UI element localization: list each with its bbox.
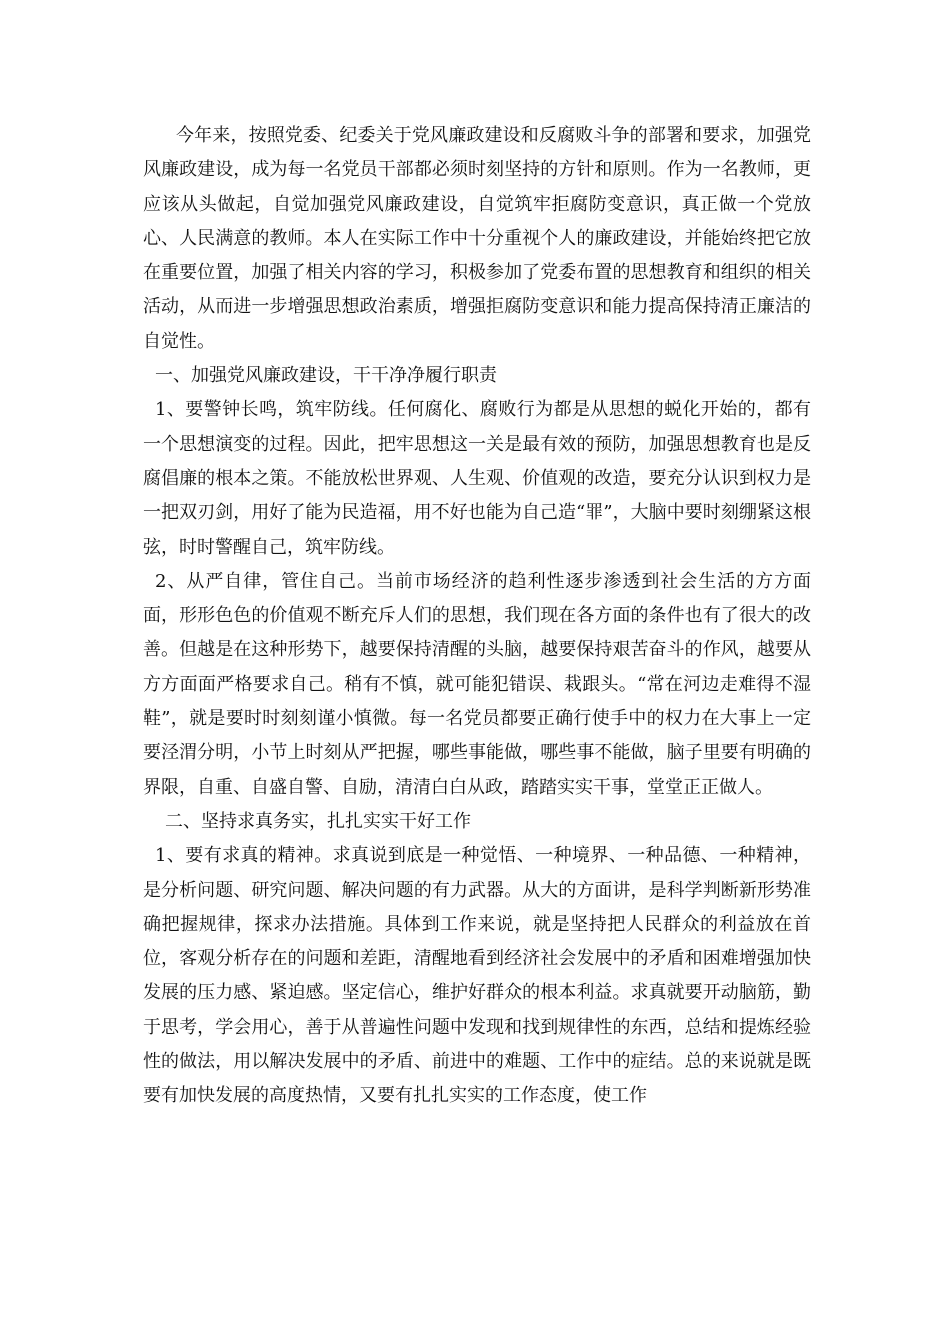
document-body [143,119,811,1114]
intro-paragraph: 今年来，按照党委、纪委关于党风廉政建设和反腐败斗争的部署和要求，加强党风廉政建设，成为每一名党员干部都必须时刻坚持的方针和原则。作为一名教师，更应该从头做起，自觉加强党风廉政建设，自觉筑牢拒腐防变意识，真正做一个党放心、人民满意的教师。本人在实际工作中十分重视个人的廉政建设，并能始终把它放在重要位置，加强了相关内容的学习，积极参加了党委布置的思想教育和组织的相关活动，从而进一步增强思想政治素质，增强拒腐防变意识和能力提高保持清正廉洁的自觉性。 [143,125,811,352]
section-1-item-2: 2、从严自律，管住自己。当前市场经济的趋利性逐步渗透到社会生活的方方面面，形形色色的价值观不断充斥人们的思想，我们现在各方面的条件也有了很大的改善。但越是在这种形势下，越要保持清醒的头脑，越要保持艰苦奋斗的作风，越要从方方面面严格要求自己。稍有不慎，就可能犯错误、栽跟头。“常在河边走难得不湿鞋”，就是要时时刻刻谨小慎微。每一名党员都要正确行使手中的权力在大事上一定要泾渭分明，小节上时刻从严把握，哪些事能做，哪些事不能做，脑子里要有明确的界限，自重、自盛自警、自励，清清白白从政，踏踏实实干事，堂堂正正做人。 [143,570,811,798]
section-2-item-1: 1、要有求真的精神。求真说到底是一种觉悟、一种境界、一种品德、一种精神，是分析问题、研究问题、解决问题的有力武器。从大的方面讲，是科学判断新形势准确把握规律，探求办法措施。具体到工作来说，就是坚持把人民群众的利益放在首位，客观分析存在的问题和差距，清醒地看到经济社会发展中的矛盾和困难增强加快发展的压力感、紧迫感。坚定信心，维护好群众的根本利益。求真就要开动脑筋，勤于思考，学会用心，善于从普遍性问题中发现和找到规律性的东西，总结和提炼经验性的做法，用以解决发展中的矛盾、前进中的难题、工作中的症结。总的来说就是既要有加快发展的高度热情，又要有扎扎实实的工作态度，使工作 [143,845,811,1107]
section-1-item-1: 1、要警钟长鸣，筑牢防线。任何腐化、腐败行为都是从思想的蜕化开始的，都有一个思想演变的过程。因此，把牢思想这一关是最有效的预防，加强思想教育也是反腐倡廉的根本之策。不能放松世界观、人生观、价值观的改造，要充分认识到权力是一把双刃剑，用好了能为民造福，用不好也能为自己造“罪”，大脑中要时刻绷紧这根弦，时时警醒自己，筑牢防线。 [143,399,811,558]
section-heading-2: 二、坚持求真务实，扎扎实实干好工作 [165,810,471,832]
section-heading-1: 一、加强党风廉政建设，干干净净履行职责 [155,365,497,387]
